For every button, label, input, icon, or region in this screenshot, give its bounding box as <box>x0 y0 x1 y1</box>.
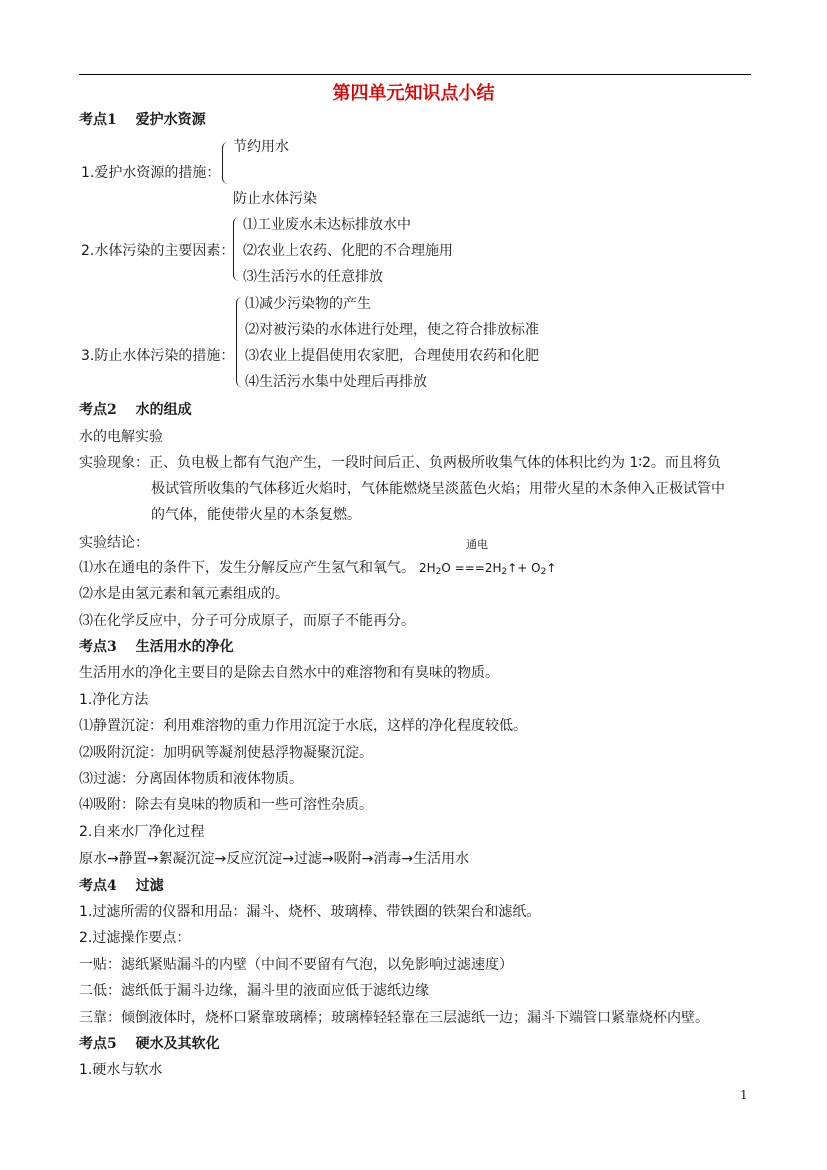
paragraph: ⑴静置沉淀：利用难溶物的重力作用沉淀于水底，这样的净化程度较低。 <box>79 718 527 734</box>
prevention-item-3: ⑶农业上提倡使用农家肥，合理使用农药和化肥 <box>245 348 539 364</box>
chemical-equation: $2H_2O$ $===2H_2↑+$ $O_2↑$ <box>419 561 557 577</box>
measure-item-2: 防止水体污染 <box>233 191 317 207</box>
section-heading-1: 考点1 爱护水资源 <box>79 112 206 128</box>
section-heading-4: 考点4 过滤 <box>79 878 164 894</box>
pollution-factors-label: 2.水体污染的主要因素： <box>81 243 235 259</box>
section-heading-3: 考点3 生活用水的净化 <box>79 639 234 655</box>
section-heading-5: 考点5 硬水及其软化 <box>79 1036 220 1052</box>
paragraph: 水的电解实验 <box>79 429 163 445</box>
paragraph: 三靠：倾倒液体时，烧杯口紧靠玻璃棒；玻璃棒轻轻靠在三层滤纸一边；漏斗下端管口紧靠烧杯内壁。 <box>79 1010 709 1026</box>
paragraph: ⑶在化学反应中，分子可分成原子，而原子不能再分。 <box>79 613 415 629</box>
section-heading-2: 考点2 水的组成 <box>79 402 192 418</box>
paragraph: 2.自来水厂净化过程 <box>79 824 205 840</box>
paragraph: ⑵水是由氢元素和氧元素组成的。 <box>79 586 289 602</box>
paragraph: 1.硬水与软水 <box>79 1062 163 1078</box>
page-number: 1 <box>740 1088 748 1102</box>
paragraph: 原水→静置→絮凝沉淀→反应沉淀→过滤→吸附→消毒→生活用水 <box>79 851 470 867</box>
pollution-factor-3: ⑶生活污水的任意排放 <box>243 269 383 285</box>
measure-label: 1.爱护水资源的措施： <box>81 165 221 181</box>
paragraph: 实验现象：正、负电极上都有气泡产生，一段时间后正、负两极所收集气体的体积比约为 1∶2。而且将负 <box>79 455 721 471</box>
paragraph: 1.净化方法 <box>79 692 149 708</box>
paragraph: ⑷吸附：除去有臭味的物质和一些可溶性杂质。 <box>79 797 373 813</box>
conclusion-text: ⑴水在通电的条件下，发生分解反应产生氢气和氧气。 <box>79 560 415 576</box>
paragraph: 一贴：滤纸紧贴漏斗的内壁（中间不要留有气泡，以免影响过滤速度） <box>79 957 513 973</box>
paragraph: 2.过滤操作要点： <box>79 930 191 946</box>
paragraph: 极试管所收集的气体移近火焰时，气体能燃烧呈淡蓝色火焰；用带火星的木条伸入正极试管中 <box>151 481 725 497</box>
paragraph: ⑵吸附沉淀：加明矾等凝剂使悬浮物凝聚沉淀。 <box>79 745 373 761</box>
prevention-label: 3.防止水体污染的措施： <box>81 348 235 364</box>
brace-bracket <box>222 142 229 184</box>
prevention-item-4: ⑷生活污水集中处理后再排放 <box>245 374 427 390</box>
reaction-condition: 通电 <box>466 538 488 551</box>
measure-item-1: 节约用水 <box>233 139 289 155</box>
paragraph: 的气体，能使带火星的木条复燃。 <box>151 507 361 523</box>
pollution-factor-1: ⑴工业废水未达标排放水中 <box>243 217 411 233</box>
paragraph <box>79 558 556 582</box>
prevention-item-1: ⑴减少污染物的产生 <box>245 296 371 312</box>
pollution-factor-2: ⑵农业上农药、化肥的不合理施用 <box>243 243 453 259</box>
header-rule <box>79 74 751 75</box>
paragraph: 实验结论： <box>79 535 149 551</box>
paragraph: 二低：滤纸低于漏斗边缘，漏斗里的液面应低于滤纸边缘 <box>79 983 429 999</box>
brace-bracket <box>236 297 243 387</box>
page-title: 第四单元知识点小结 <box>332 83 495 104</box>
paragraph: 1.过滤所需的仪器和用品：漏斗、烧杯、玻璃棒、带铁圈的铁架台和滤纸。 <box>79 904 541 920</box>
prevention-item-2: ⑵对被污染的水体进行处理，使之符合排放标准 <box>245 322 539 338</box>
paragraph: ⑶过滤：分离固体物质和液体物质。 <box>79 771 303 787</box>
paragraph: 生活用水的净化主要目的是除去自然水中的难溶物和有臭味的物质。 <box>79 665 499 681</box>
